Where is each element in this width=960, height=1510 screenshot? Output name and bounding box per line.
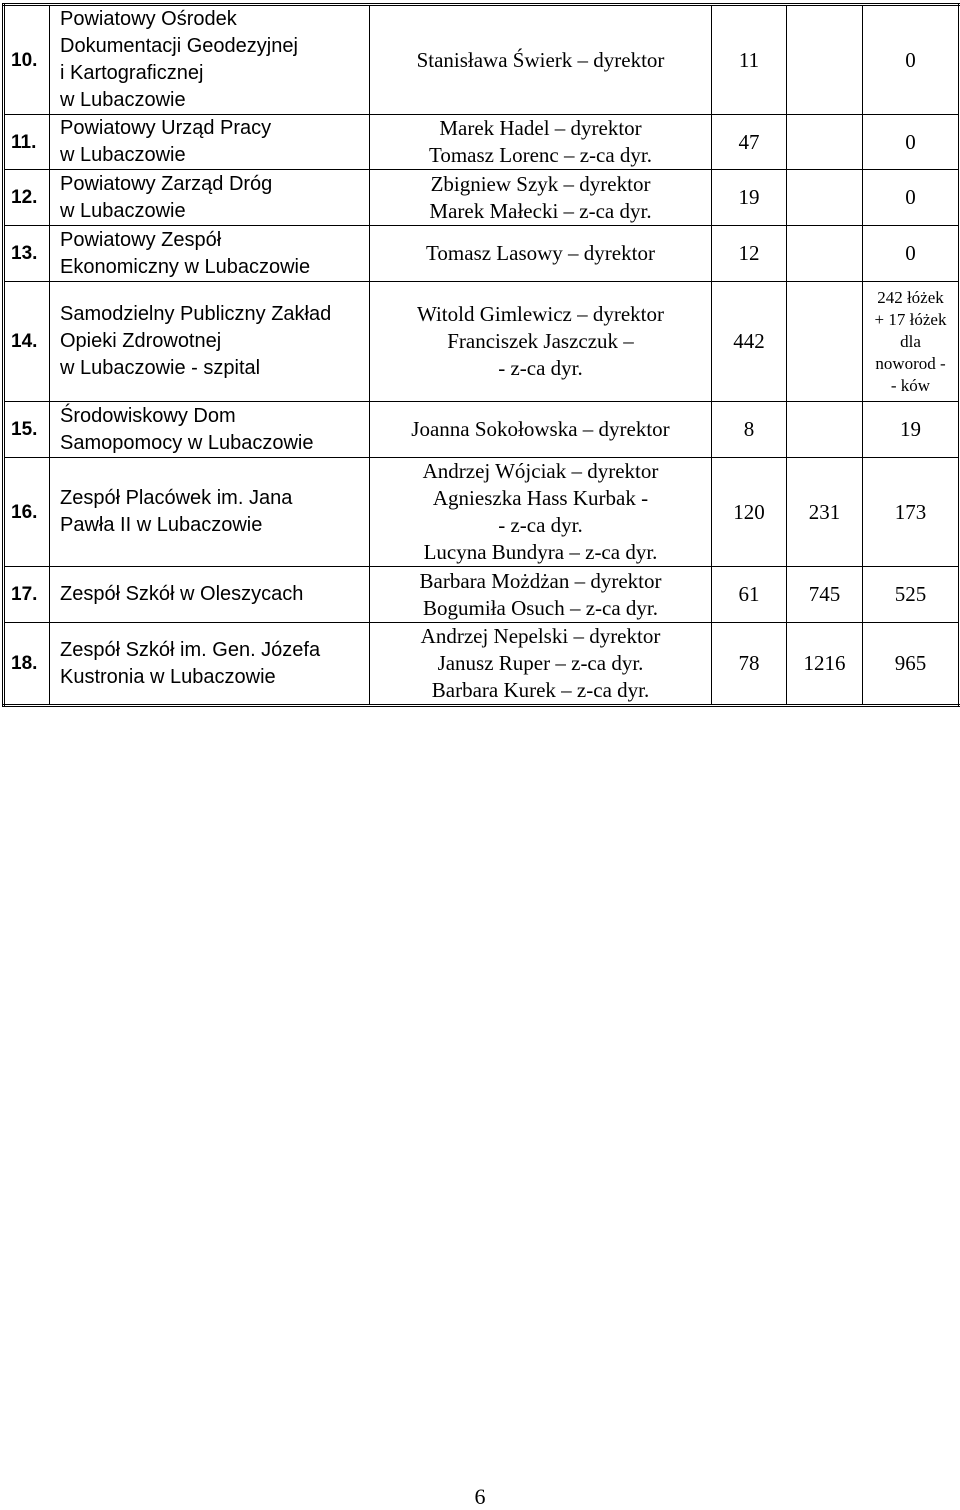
value-3-line: - ków	[890, 375, 931, 395]
institution-name-line: Samodzielny Publiczny Zakład	[60, 303, 332, 325]
value-2	[787, 226, 863, 282]
management-line: Zbigniew Szyk – dyrektor	[430, 171, 651, 196]
value-2: 231	[787, 458, 863, 567]
institution-name	[50, 226, 370, 282]
institution-name	[50, 567, 370, 623]
table-row	[4, 567, 960, 623]
value-3: 173	[863, 458, 960, 567]
management-line: Joanna Sokołowska – dyrektor	[411, 417, 670, 441]
page-number: 6	[474, 1484, 486, 1509]
management-line: Barbara Możdżan – dyrektor	[419, 568, 662, 593]
value-1: 19	[712, 170, 787, 226]
institution-name-line: Kustronia w Lubaczowie	[60, 665, 276, 688]
institution-name	[50, 623, 370, 706]
management-line: Stanisława Świerk – dyrektor	[416, 47, 665, 72]
value-3: 0	[863, 115, 960, 170]
institution-name	[50, 115, 370, 170]
value-2	[787, 402, 863, 458]
management-line: Janusz Ruper – z-ca dyr.	[437, 651, 644, 675]
management	[370, 623, 712, 706]
management-line: Barbara Kurek – z-ca dyr.	[431, 678, 650, 702]
institution-name-line: Ekonomiczny w Lubaczowie	[60, 255, 311, 278]
table-row	[4, 623, 960, 706]
value-2: 1216	[787, 623, 863, 706]
institution-name-line: Zespół Szkół im. Gen. Józefa	[60, 638, 321, 661]
management	[370, 226, 712, 282]
value-1: 78	[712, 623, 787, 706]
value-3-line: 242 łóżek	[877, 287, 944, 307]
institution-name	[50, 170, 370, 226]
value-1: 8	[712, 402, 787, 458]
value-3: 0	[863, 226, 960, 282]
management-line: - z-ca dyr.	[498, 356, 583, 380]
management	[370, 282, 712, 402]
institution-name-line: Zespół Placówek im. Jana	[60, 487, 293, 509]
institution-name-line: Opieki Zdrowotnej	[60, 330, 222, 352]
value-3-line: noworod -	[875, 353, 946, 373]
value-3-line: + 17 łóżek	[874, 309, 947, 329]
management-line: Bogumiła Osuch – z-ca dyr.	[422, 595, 659, 620]
management-line: - z-ca dyr.	[498, 513, 583, 537]
management	[370, 458, 712, 567]
management	[370, 115, 712, 170]
institution-name-line: w Lubaczowie	[60, 199, 186, 222]
value-2: 745	[787, 567, 863, 623]
institution-name-line: w Lubaczowie	[60, 89, 186, 111]
table-row	[4, 282, 960, 402]
institution-name-line: Dokumentacji Geodezyjnej	[60, 35, 298, 57]
management-line: Marek Hadel – dyrektor	[439, 116, 642, 140]
value-1: 442	[712, 282, 787, 402]
value-3: 0	[863, 170, 960, 226]
institution-name-line: Samopomocy w Lubaczowie	[60, 431, 314, 454]
institution-name-line: Powiatowy Urząd Pracy	[60, 117, 272, 139]
institution-name-line: Powiatowy Zespół	[60, 228, 222, 251]
institution-name-line: i Kartograficznej	[60, 62, 204, 84]
row-number: 14.	[4, 282, 50, 402]
management	[370, 402, 712, 458]
institution-name-line: w Lubaczowie	[60, 144, 186, 166]
row-number: 18.	[4, 623, 50, 706]
value-1: 12	[712, 226, 787, 282]
institution-name-line: Powiatowy Ośrodek	[60, 8, 237, 30]
row-number: 16.	[4, 458, 50, 567]
institution-name-line: Pawła II w Lubaczowie	[60, 514, 263, 536]
row-number: 15.	[4, 402, 50, 458]
management-line: Witold Gimlewicz – dyrektor	[416, 302, 664, 326]
management-line: Tomasz Lorenc – z-ca dyr.	[428, 143, 652, 167]
row-number: 11.	[4, 115, 50, 170]
value-1: 11	[712, 5, 787, 115]
institution-name	[50, 282, 370, 402]
table-row	[4, 402, 960, 458]
row-number: 12.	[4, 170, 50, 226]
table-row	[4, 458, 960, 567]
table-row	[4, 5, 960, 115]
institution-name	[50, 458, 370, 567]
institution-name-line: Powiatowy Zarząd Dróg	[60, 172, 273, 195]
value-1: 47	[712, 115, 787, 170]
management-line: Franciszek Jaszczuk –	[447, 329, 634, 353]
institution-name	[50, 5, 370, 115]
management	[370, 567, 712, 623]
institutions-table	[2, 3, 958, 707]
management-line: Andrzej Wójciak – dyrektor	[422, 459, 659, 483]
row-number: 13.	[4, 226, 50, 282]
management-line: Tomasz Lasowy – dyrektor	[426, 241, 655, 265]
value-1: 61	[712, 567, 787, 623]
institution-name-line: Środowiskowy Dom	[60, 404, 236, 427]
value-2	[787, 170, 863, 226]
value-2	[787, 282, 863, 402]
table-row	[4, 115, 960, 170]
table-row	[4, 226, 960, 282]
value-3: 0	[863, 5, 960, 115]
table-row	[4, 170, 960, 226]
value-3: 19	[863, 402, 960, 458]
institution-name-line: Zespół Szkół w Oleszycach	[60, 583, 304, 605]
management-line: Andrzej Nepelski – dyrektor	[420, 624, 661, 648]
row-number: 10.	[4, 5, 50, 115]
value-2	[787, 115, 863, 170]
management	[370, 5, 712, 115]
institution-name	[50, 402, 370, 458]
value-3	[863, 282, 960, 402]
value-3-line: dla	[900, 331, 921, 351]
value-1: 120	[712, 458, 787, 567]
management-line: Lucyna Bundyra – z-ca dyr.	[423, 540, 658, 564]
row-number: 17.	[4, 567, 50, 623]
management	[370, 170, 712, 226]
management-line: Agnieszka Hass Kurbak -	[432, 486, 649, 510]
value-3: 965	[863, 623, 960, 706]
value-2	[787, 5, 863, 115]
management-line: Marek Małecki – z-ca dyr.	[429, 198, 652, 223]
value-3: 525	[863, 567, 960, 623]
institution-name-line: w Lubaczowie - szpital	[60, 357, 261, 379]
